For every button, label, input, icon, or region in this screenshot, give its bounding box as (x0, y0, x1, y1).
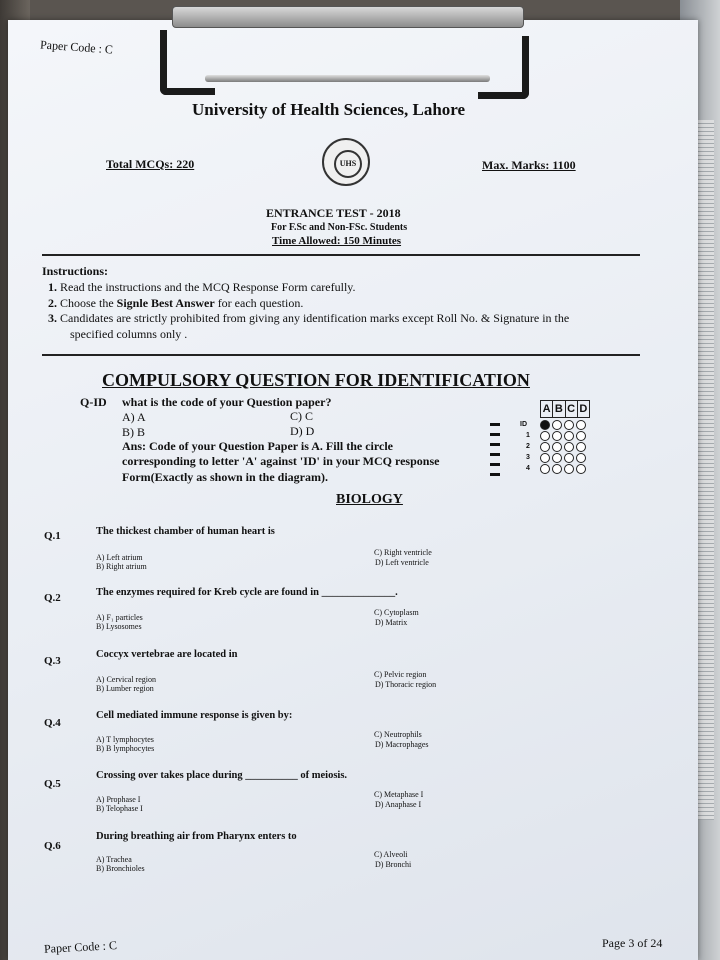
option-a: A) Prophase I (96, 795, 141, 804)
qid-option-a: A) A (122, 410, 146, 424)
omr-bubble-row (540, 464, 586, 474)
instruction-num: 3. (48, 311, 57, 325)
option-c: C) Alveoli (374, 850, 408, 859)
qid-answer-line-3: Form(Exactly as shown in the diagram). (122, 470, 328, 484)
omr-bubble (540, 431, 550, 441)
omr-header (540, 400, 590, 418)
option-b: B) Right atrium (96, 562, 147, 571)
omr-bubble (564, 464, 574, 474)
omr-row-label: ID (520, 421, 527, 428)
instructions-heading: Instructions: (42, 264, 109, 278)
qid-question: what is the code of your Question paper? (122, 395, 332, 409)
option-c: C) Cytoplasm (374, 608, 419, 617)
option-c: C) Neutrophils (374, 730, 422, 739)
omr-row-label: 3 (526, 454, 530, 461)
question-text: The thickest chamber of human heart is (96, 526, 275, 537)
ruler (696, 120, 714, 820)
option-a: A) T lymphocytes (96, 735, 154, 744)
clipboard-wire (205, 75, 490, 82)
question-number: Q.4 (44, 716, 61, 729)
question-number: Q.2 (44, 591, 61, 604)
omr-bubble (552, 453, 562, 463)
timing-mark (490, 463, 500, 466)
omr-bubble (552, 464, 562, 474)
clipboard-clip (172, 6, 524, 28)
omr-bubble (576, 431, 586, 441)
omr-bubble (576, 442, 586, 452)
option-c: C) Right ventricle (374, 548, 432, 557)
option-d: D) Anaphase I (375, 800, 422, 809)
option-a: A) Left atrium (96, 553, 143, 562)
omr-bubble-row (540, 420, 586, 430)
question-text: During breathing air from Pharynx enters to (96, 830, 297, 842)
omr-bubble (540, 420, 550, 430)
timing-mark (490, 433, 500, 436)
option-a: A) Trachea (96, 855, 132, 864)
omr-header-a: A (541, 401, 553, 417)
omr-bubble (540, 453, 550, 463)
omr-bubble (564, 453, 574, 463)
instruction-num: 1. (48, 280, 57, 294)
option-b: B) Telophase I (96, 804, 143, 813)
omr-bubble-row (540, 431, 586, 441)
omr-header-d: D (579, 403, 588, 415)
option-a: A) F₁ particles (96, 613, 143, 622)
timing-mark (490, 423, 500, 426)
compulsory-heading: COMPULSORY QUESTION FOR IDENTIFICATION (102, 370, 530, 390)
timing-mark (490, 473, 500, 476)
question-text: Coccyx vertebrae are located in (96, 649, 238, 660)
option-d: D) Left ventricle (375, 558, 429, 567)
instruction-1 (48, 280, 356, 295)
option-d: D) Thoracic region (375, 680, 437, 689)
test-title: ENTRANCE TEST - 2018 (266, 206, 401, 220)
omr-bubble (540, 442, 550, 452)
instruction-emphasis: Signle Best Answer (116, 296, 215, 310)
qid-option-d: D) D (290, 424, 315, 438)
option-d: D) Matrix (375, 618, 408, 627)
question-text: Crossing over takes place during __________ of meiosis. (96, 770, 348, 781)
omr-header-c: C (566, 401, 578, 417)
question-number: Q.1 (44, 530, 61, 542)
question-number: Q.3 (44, 655, 61, 667)
omr-bubble (552, 420, 562, 430)
qid-label: Q-ID (80, 395, 107, 409)
omr-bubble (564, 431, 574, 441)
instruction-2 (48, 296, 303, 311)
omr-header-b: B (553, 401, 565, 417)
question-number: Q.5 (44, 778, 61, 790)
divider-top (42, 254, 640, 256)
question-text: The enzymes required for Kreb cycle are found in ______________. (96, 586, 398, 598)
qid-answer-line-2: corresponding to letter 'A' against 'ID' in your MCQ response (122, 454, 440, 468)
question-text: Cell mediated immune response is given by: (96, 709, 293, 721)
option-b: B) Lumber region (96, 684, 154, 693)
time-allowed: Time Allowed: 150 Minutes (272, 235, 402, 247)
max-marks: Max. Marks: 1100 (482, 158, 576, 172)
uhs-logo-text: UHS (334, 150, 362, 178)
omr-row-label: 4 (526, 465, 530, 472)
instruction-num: 2. (48, 296, 57, 310)
option-d: D) Bronchi (375, 860, 412, 869)
page-number: Page 3 of 24 (602, 936, 663, 950)
divider-middle (42, 354, 640, 356)
omr-bubble (552, 442, 562, 452)
omr-bubble (576, 464, 586, 474)
omr-bubble-row (540, 442, 586, 452)
omr-bubble (564, 420, 574, 430)
timing-mark (490, 453, 500, 456)
option-d: D) Macrophages (375, 740, 429, 749)
uhs-logo (322, 138, 370, 186)
omr-bubble (576, 420, 586, 430)
option-c: C) Pelvic region (374, 670, 427, 679)
instruction-3 (48, 311, 569, 326)
option-a: A) Cervical region (96, 675, 156, 684)
qid-option-c: C) C (290, 409, 314, 423)
omr-row-label: 2 (526, 443, 530, 450)
qid-answer-line-1: Ans: Code of your Question Paper is A. Fill the circle (122, 439, 393, 453)
clipboard-clip-left-arm (160, 30, 215, 95)
clipboard-clip-right-arm (478, 36, 529, 99)
university-name: University of Health Sciences, Lahore (192, 100, 466, 119)
timing-mark (490, 443, 500, 446)
paper-code-top: Paper Code : C (39, 37, 114, 57)
option-b: B) Lysosomes (96, 622, 142, 631)
question-number: Q.6 (44, 839, 61, 852)
instruction-text: Read the instructions and the MCQ Response Form carefully. (60, 280, 356, 294)
instruction-text: Choose the (60, 296, 117, 310)
omr-row-label: 1 (526, 432, 530, 439)
omr-bubble-row (540, 453, 586, 463)
qid-option-b: B) B (122, 425, 146, 439)
paper-code-bottom: Paper Code : C (43, 938, 118, 956)
option-b: B) B lymphocytes (96, 744, 155, 753)
option-c: C) Metaphase I (374, 790, 424, 799)
instruction-3-continued: specified columns only . (70, 327, 188, 341)
omr-bubble (540, 464, 550, 474)
instruction-text: Candidates are strictly prohibited from giving any identification marks except Roll No. & Signature in the (60, 311, 570, 325)
omr-bubble (576, 453, 586, 463)
option-b: B) Bronchioles (96, 864, 145, 873)
omr-bubble (552, 431, 562, 441)
instruction-text: for each question. (214, 296, 304, 310)
omr-bubble (564, 442, 574, 452)
for-students: For F.Sc and Non-FSc. Students (271, 222, 408, 233)
total-mcqs: Total MCQs: 220 (106, 157, 195, 171)
section-biology: BIOLOGY (336, 492, 403, 507)
